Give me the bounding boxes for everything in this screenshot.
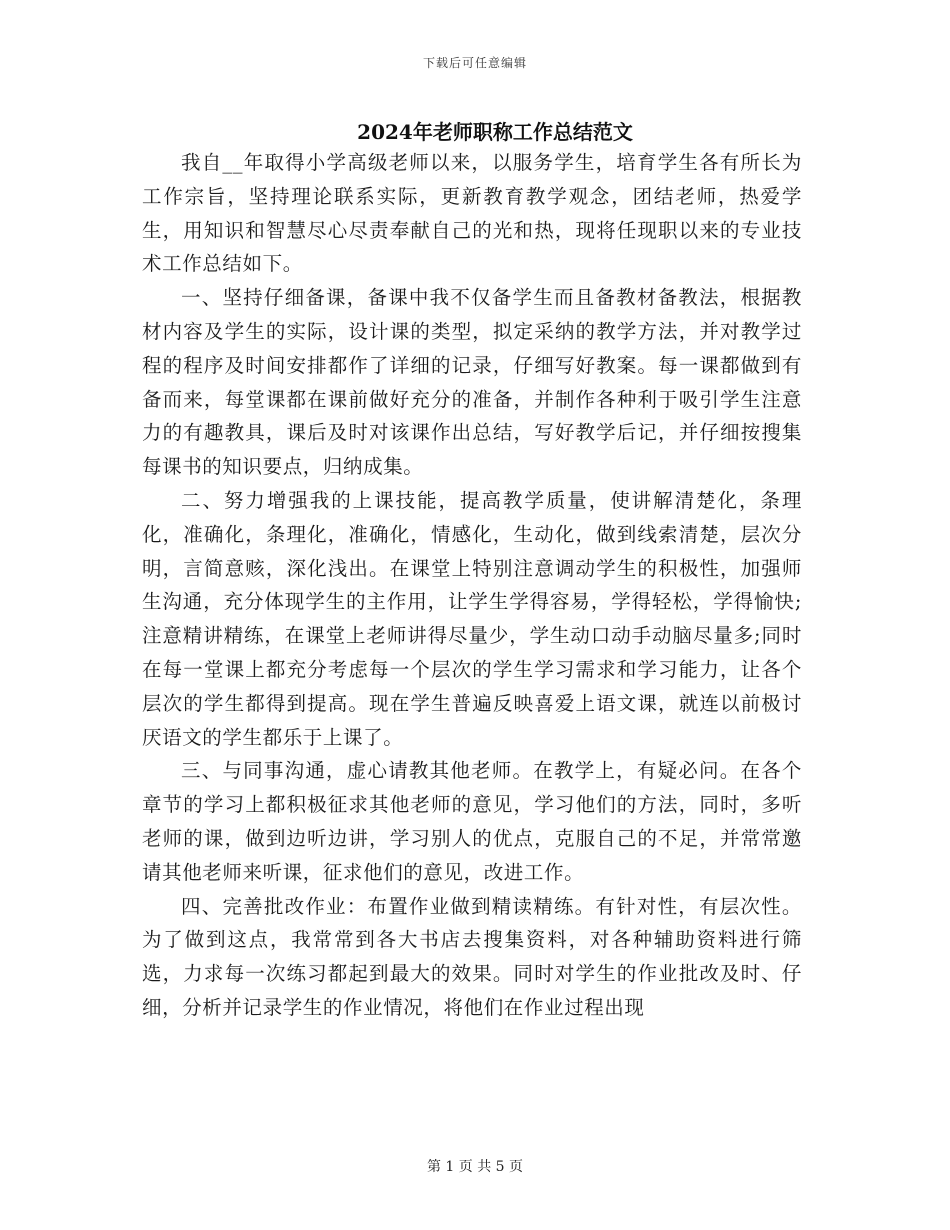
paragraph-section-3: 三、与同事沟通，虚心请教其他老师。在教学上，有疑必问。在各个章节的学习上都积极征求其他老师的意见，学习他们的方法，同时，多听老师的课，做到边听边讲，学习别人的优点，克服自己的不足，并常常邀请其他老师来听课，征求他们的意见，改进工作。 — [142, 759, 802, 884]
paragraph-section-4: 四、完善批改作业：布置作业做到精读精练。有针对性，有层次性。为了做到这点，我常常到各大书店去搜集资料，对各种辅助资料进行筛选，力求每一次练习都起到最大的效果。同时对学生的作业批改及时、仔细，分析并记录学生的作业情况，将他们在作业过程出现 — [142, 894, 802, 1019]
document-body — [142, 146, 802, 1025]
paragraph-section-1: 一、坚持仔细备课，备课中我不仅备学生而且备教材备教法，根据教材内容及学生的实际，设计课的类型，拟定采纳的教学方法，并对教学过程的程序及时间安排都作了详细的记录，仔细写好教案。每一课都做到有备而来，每堂课都在课前做好充分的准备，并制作各种利于吸引学生注意力的有趣教具，课后及时对该课作出总结，写好教学后记，并仔细按搜集每课书的知识要点，归纳成集。 — [142, 286, 802, 479]
paragraph-section-2: 二、努力增强我的上课技能，提高教学质量，使讲解清楚化，条理化，准确化，条理化，准确化，情感化，生动化，做到线索清楚，层次分明，言简意赅，深化浅出。在课堂上特别注意调动学生的积极性，加强师生沟通，充分体现学生的主作用，让学生学得容易，学得轻松，学得愉快;注意精讲精练，在课堂上老师讲得尽量少，学生动口动手动脑尽量多;同时在每一堂课上都充分考虑每一个层次的学生学习需求和学习能力，让各个层次的学生都得到提高。现在学生普遍反映喜爱上语文课，就连以前极讨厌语文的学生都乐于上课了。 — [142, 488, 802, 749]
header-note: 下载后可任意编辑 — [422, 56, 527, 70]
paragraph-intro: 我自__年取得小学高级老师以来，以服务学生，培育学生各有所长为工作宗旨，坚持理论联系实际，更新教育教学观念，团结老师，热爱学生，用知识和智慧尽心尽责奉献自己的光和热，现将任现职以来的专业技术工作总结如下。 — [142, 151, 802, 276]
page-footer: 第 1 页 共 5 页 — [426, 1159, 524, 1175]
document-title: 2024年老师职称工作总结范文 — [357, 120, 633, 144]
